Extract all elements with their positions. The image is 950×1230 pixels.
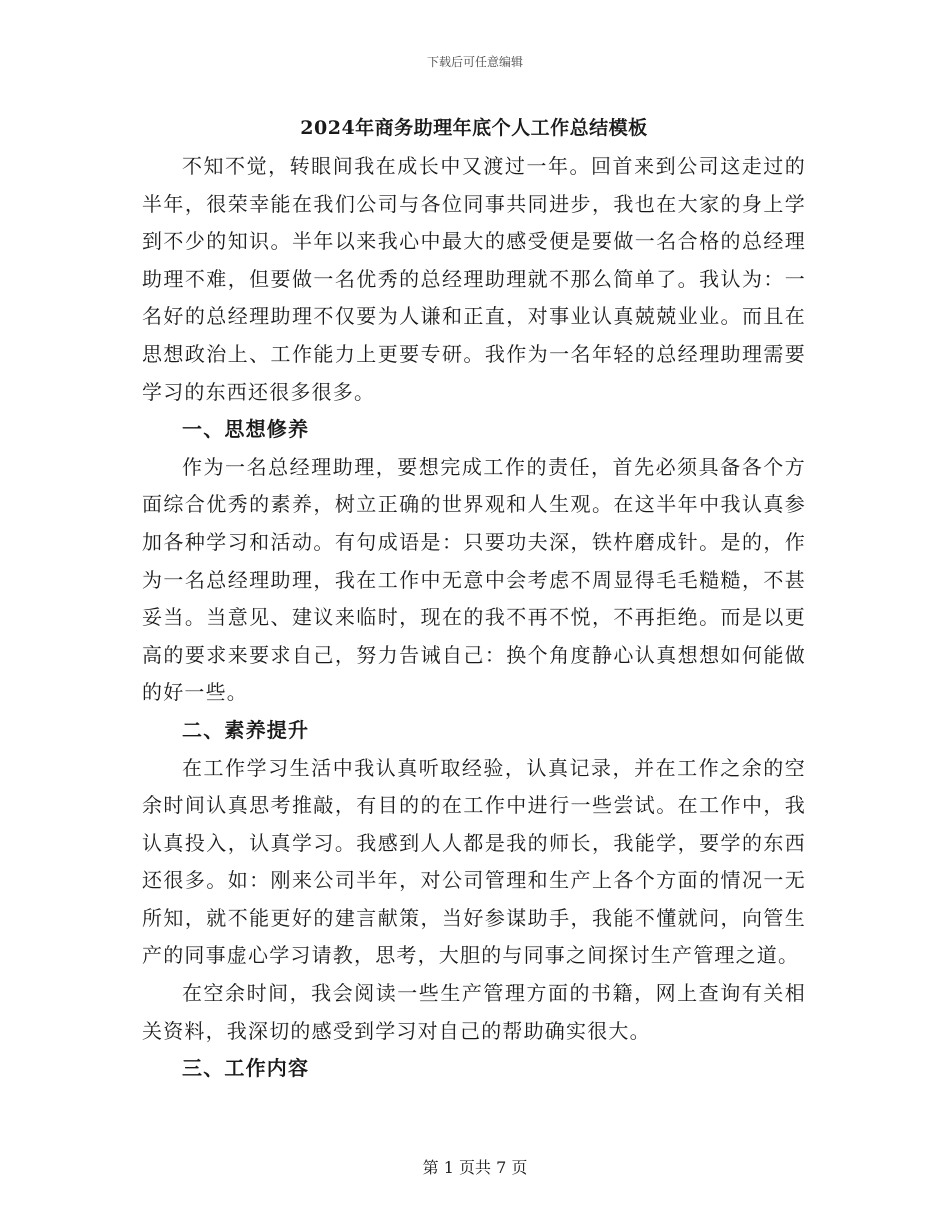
paragraph-quality: 在工作学习生活中我认真听取经验，认真记录，并在工作之余的空余时间认真思考推敲，有目的的在工作中进行一些尝试。在工作中，我认真投入，认真学习。我感到人人都是我的师长，我能学，要学的东西还很多。如：刚来公司半年，对公司管理和生产上各个方面的情况一无所知，就不能更好的建言献策，当好参谋助手，我能不懂就问，向管生产的同事虚心学习请教，思考，大胆的与同事之间探讨生产管理之道。 xyxy=(142,755,806,968)
paragraph-thought: 作为一名总经理助理，要想完成工作的责任，首先必须具备各个方面综合优秀的素养，树立正确的世界观和人生观。在这半年中我认真参加各种学习和活动。有句成语是：只要功夫深，铁杵磨成针。是的，作为一名总经理助理，我在工作中无意中会考虑不周显得毛毛糙糙，不甚妥当。当意见、建议来临时，现在的我不再不悦，不再拒绝。而是以更高的要求来要求自己，努力告诫自己：换个角度静心认真想想如何能做的好一些。 xyxy=(142,454,806,705)
paragraph-reading: 在空余时间，我会阅读一些生产管理方面的书籍，网上查询有关相关资料，我深切的感受到学习对自己的帮助确实很大。 xyxy=(142,981,806,1043)
document-title: 2024年商务助理年底个人工作总结模板 xyxy=(300,117,648,139)
document-body xyxy=(142,108,806,1088)
page-number: 第 1 页共 7 页 xyxy=(422,1158,528,1177)
paragraph-intro: 不知不觉，转眼间我在成长中又渡过一年。回首来到公司这走过的半年，很荣幸能在我们公司与各位同事共同进步，我也在大家的身上学到不少的知识。半年以来我心中最大的感受便是要做一名合格的总经理助理不难，但要做一名优秀的总经理助理就不那么简单了。我认为：一名好的总经理助理不仅要为人谦和正直，对事业认真兢兢业业。而且在思想政治上、工作能力上更要专研。我作为一名年轻的总经理助理需要学习的东西还很多很多。 xyxy=(142,154,806,404)
section-heading-thought: 一、思想修养 xyxy=(182,417,310,442)
header-note: 下载后可任意编辑 xyxy=(426,55,523,69)
section-heading-quality: 二、素养提升 xyxy=(182,717,310,742)
section-heading-work: 三、工作内容 xyxy=(182,1056,310,1081)
